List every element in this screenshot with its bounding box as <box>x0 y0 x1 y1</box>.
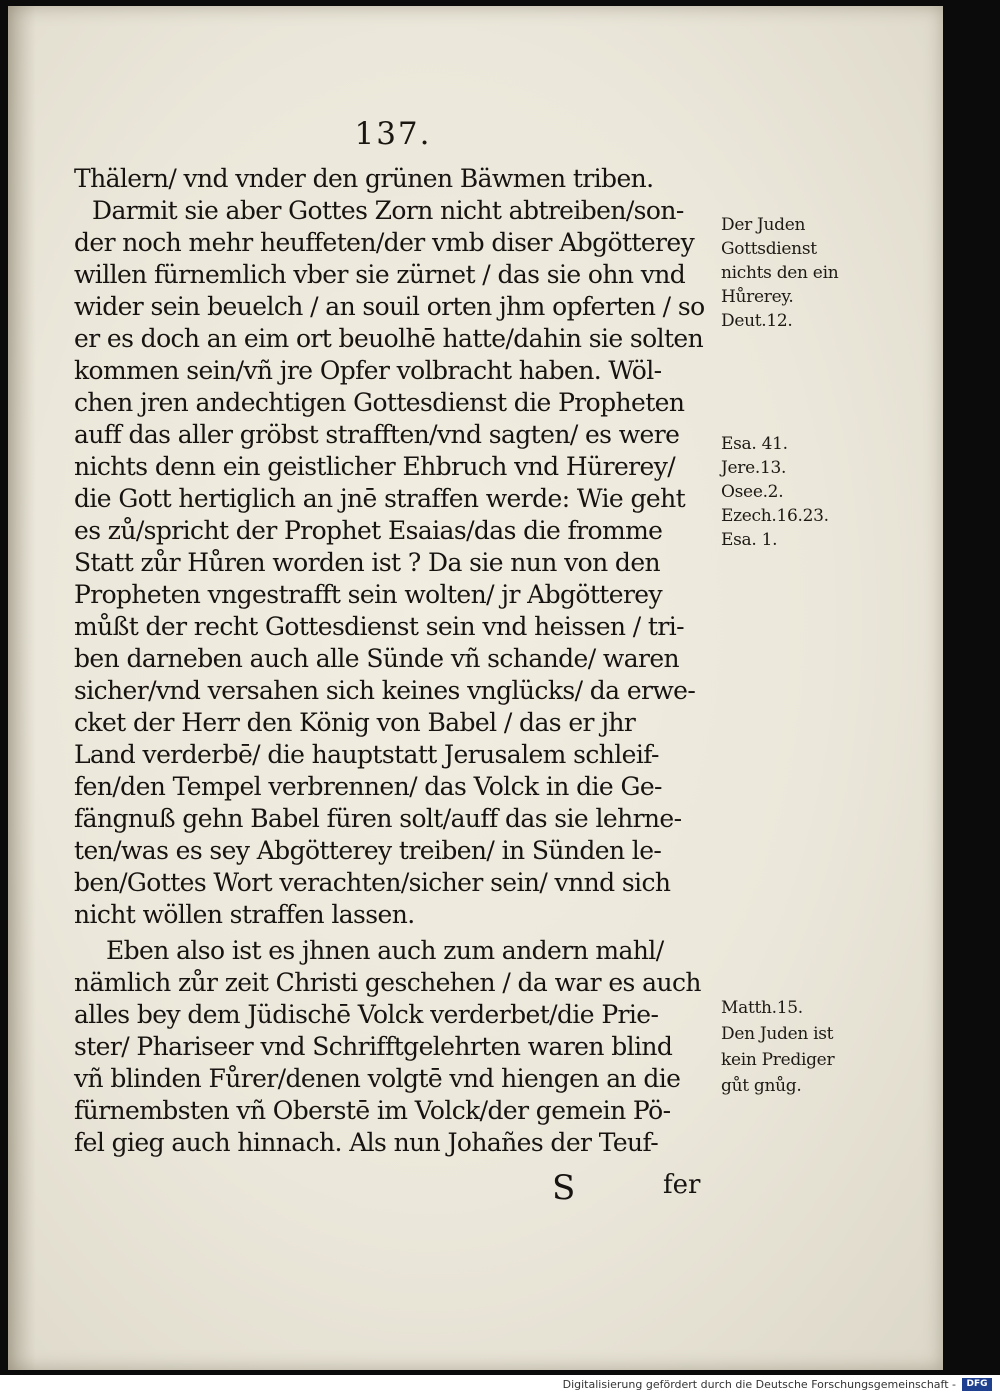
body-line: Thälern/ vnd vnder den grünen Bäwmen triben. <box>74 164 654 193</box>
page-number: 137. <box>354 116 432 152</box>
margin-note-line: Hůrerey. <box>721 287 794 307</box>
signature-mark: S <box>552 1168 576 1208</box>
body-line: nicht wöllen straffen lassen. <box>74 900 415 929</box>
body-line: cket der Herr den König von Babel / das er jhr <box>74 708 636 737</box>
body-line: Eben also ist es jhnen auch zum andern mahl/ <box>106 936 664 965</box>
margin-note-line: Der Juden <box>721 215 806 235</box>
body-line: fen/den Tempel verbrennen/ das Volck in die Ge- <box>74 772 662 801</box>
body-line: ten/was es sey Abgötterey treiben/ in Sünden le- <box>74 836 662 865</box>
dfg-logo: DFG <box>962 1378 992 1391</box>
body-line: vñ blinden Fůrer/denen volgtē vnd hiengen an die <box>74 1064 681 1093</box>
body-line: fel gieg auch hinnach. Als nun Johañes der Teuf- <box>74 1128 659 1157</box>
body-line: fürnembsten vñ Oberstē im Volck/der gemein Pö- <box>74 1096 671 1125</box>
body-line: Darmit sie aber Gottes Zorn nicht abtreiben/son- <box>92 196 684 225</box>
margin-note-line: Deut.12. <box>721 311 793 331</box>
margin-note-line: Osee.2. <box>721 482 784 502</box>
margin-note-line: Ezech.16.23. <box>721 506 829 526</box>
body-line: sicher/vnd versahen sich keines vnglücks/ da erwe- <box>74 676 696 705</box>
body-line: Statt zůr Hůren worden ist ? Da sie nun von den <box>74 548 661 577</box>
digitization-footer <box>0 1375 1000 1395</box>
body-line: Propheten vngestrafft sein wolten/ jr Abgötterey <box>74 580 663 609</box>
body-line: fängnuß gehn Babel füren solt/auff das sie lehrne- <box>74 804 682 833</box>
margin-note-line: Esa. 1. <box>721 530 778 550</box>
body-line: ben/Gottes Wort verachten/sicher sein/ vnnd sich <box>74 868 671 897</box>
body-line: er es doch an eim ort beuolhē hatte/dahin sie solten <box>74 324 704 353</box>
footer-credit: Digitalisierung gefördert durch die Deutsche Forschungsgemeinschaft - <box>562 1378 956 1391</box>
body-line: der noch mehr heuffeten/der vmb diser Abgötterey <box>74 228 695 257</box>
body-line: auff das aller gröbst strafften/vnd sagten/ es were <box>74 420 680 449</box>
margin-note-line: Jere.13. <box>721 458 787 478</box>
body-line: es zů/spricht der Prophet Esaias/das die fromme <box>74 516 663 545</box>
margin-note-line: gůt gnůg. <box>721 1076 802 1096</box>
margin-note-line: Gottsdienst <box>721 239 817 259</box>
margin-note-line: nichts den ein <box>721 263 839 283</box>
margin-note-line: Esa. 41. <box>721 434 788 454</box>
body-line: wider sein beuelch / an souil orten jhm opferten / so <box>74 292 705 321</box>
margin-note-line: Den Juden ist <box>721 1024 834 1044</box>
body-line: die Gott hertiglich an jnē straffen werde: Wie geht <box>74 484 686 513</box>
margin-note-line: Matth.15. <box>721 998 803 1018</box>
body-line: ben darneben auch alle Sünde vñ schande/ waren <box>74 644 680 673</box>
catchword: fer <box>663 1170 701 1200</box>
body-line: alles bey dem Jüdischē Volck verderbet/die Prie- <box>74 1000 659 1029</box>
body-line: ster/ Phariseer vnd Schrifftgelehrten waren blind <box>74 1032 673 1061</box>
body-line: nämlich zůr zeit Christi geschehen / da war es auch <box>74 968 701 997</box>
margin-note-line: kein Prediger <box>721 1050 835 1070</box>
body-line: můßt der recht Gottesdienst sein vnd heissen / tri- <box>74 612 684 641</box>
body-line: chen jren andechtigen Gottesdienst die Propheten <box>74 388 685 417</box>
body-line: Land verderbē/ die hauptstatt Jerusalem schleif- <box>74 740 659 769</box>
book-page <box>8 6 943 1370</box>
body-line: willen fürnemlich vber sie zürnet / das sie ohn vnd <box>74 260 686 289</box>
body-line: kommen sein/vñ jre Opfer volbracht haben. Wöl- <box>74 356 662 385</box>
body-line: nichts denn ein geistlicher Ehbruch vnd Hürerey/ <box>74 452 676 481</box>
